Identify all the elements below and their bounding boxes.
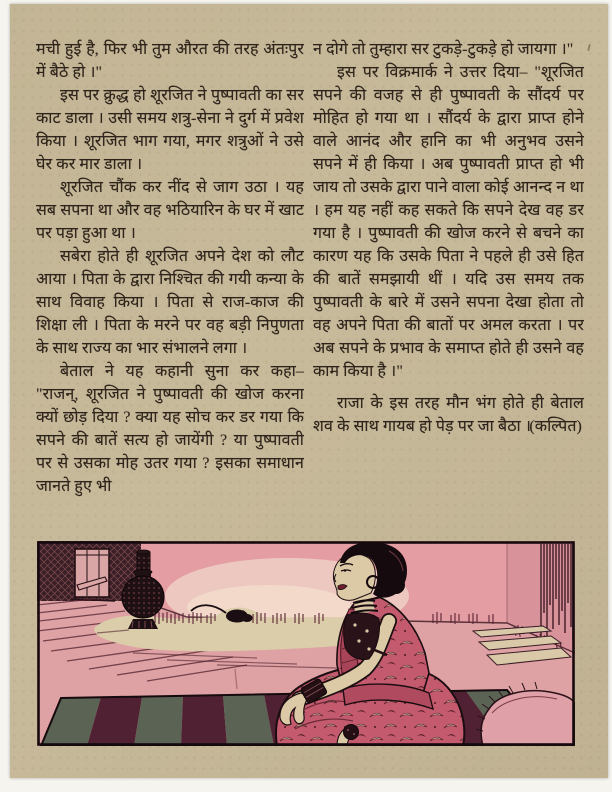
- text-column-left: [36, 38, 304, 536]
- text-column-right: [313, 38, 584, 536]
- story-paragraph: शूरजित चौंक कर नींद से जाग उठा । यह सब सपना था और वह भठियारिन के घर में खाट पर पड़ा हुआ था ।: [36, 179, 304, 242]
- story-attribution: (कल्पित): [529, 418, 582, 435]
- scanned-page: [10, 4, 608, 778]
- story-paragraph: इस पर क्रुद्ध हो शूरजित ने पुष्पावती का सर काट डाला । उसी समय शत्रु-सेना ने दुर्ग में प्रवेश किया । शूरजित भाग गया, मगर शत्रुओं ने उसे घेर कर मार डाला ।: [36, 87, 304, 173]
- story-paragraph: इस पर विक्रमार्क ने उत्तर दिया– "शूरजित सपने की वजह से ही पुष्पावती के सौंदर्य पर मोहित हो गया था । सौंदर्य के द्वारा प्राप्त होने वाले आनंद और हानि का भी अनुभव उसने सपने में ही किया । अब पुष्पावती प्राप्त हो भी जाय तो उसके द्वारा पाने वाला कोई आनन्द न था । हम यह नहीं कह सकते कि सपने देख वह डर गया है । पुष्पावती की खोज करने से बचने का कारण यह कि उसके पिता ने पहले ही उसे हित की बातें समझायी थीं । यदि उस समय तक पुष्पावती के बारे में उसने सपना देखा होता तो वह अपने पिता की बातों पर अमल करता । पर अब सपने के प्रभाव के समाप्त होते ही उसने वह काम किया है ।": [313, 64, 584, 380]
- story-paragraph: सबेरा होते ही शूरजित अपने देश को लौट आया । पिता के द्वारा निश्चित की गयी कन्या के साथ विवाह किया । पिता से राज-काज की शिक्षा ली । पिता के मरने पर वह बड़ी निपुणता के साथ राज्य का भार संभालने लगा ।: [36, 248, 304, 357]
- story-paragraph: मची हुई है, फिर भी तुम औरत की तरह अंतःपुर में बैठे हो ।": [36, 41, 304, 81]
- story-paragraph: न दोगे तो तुम्हारा सर टुकड़े-टुकड़े हो जायगा ।": [313, 41, 574, 58]
- story-illustration: [37, 541, 575, 746]
- door: [71, 549, 115, 601]
- scan-speck: [587, 44, 591, 51]
- story-paragraph: राजा के इस तरह मौन भंग होते ही बेताल शव के साथ गायब हो पेड़ पर जा बैठा ।: [313, 395, 584, 435]
- story-paragraph: बेताल ने यह कहानी सुना कर कहा– "राजन्, शूरजित ने पुष्पावती की खोज करना क्यों छोड़ दिया ? क्या यह सोच कर डर गया कि सपने की बातें सत्य हो जायेंगी ? या पुष्पावती पर से उसका मोह उतर गया ? इसका समाधान जानते हुए भी: [36, 363, 304, 495]
